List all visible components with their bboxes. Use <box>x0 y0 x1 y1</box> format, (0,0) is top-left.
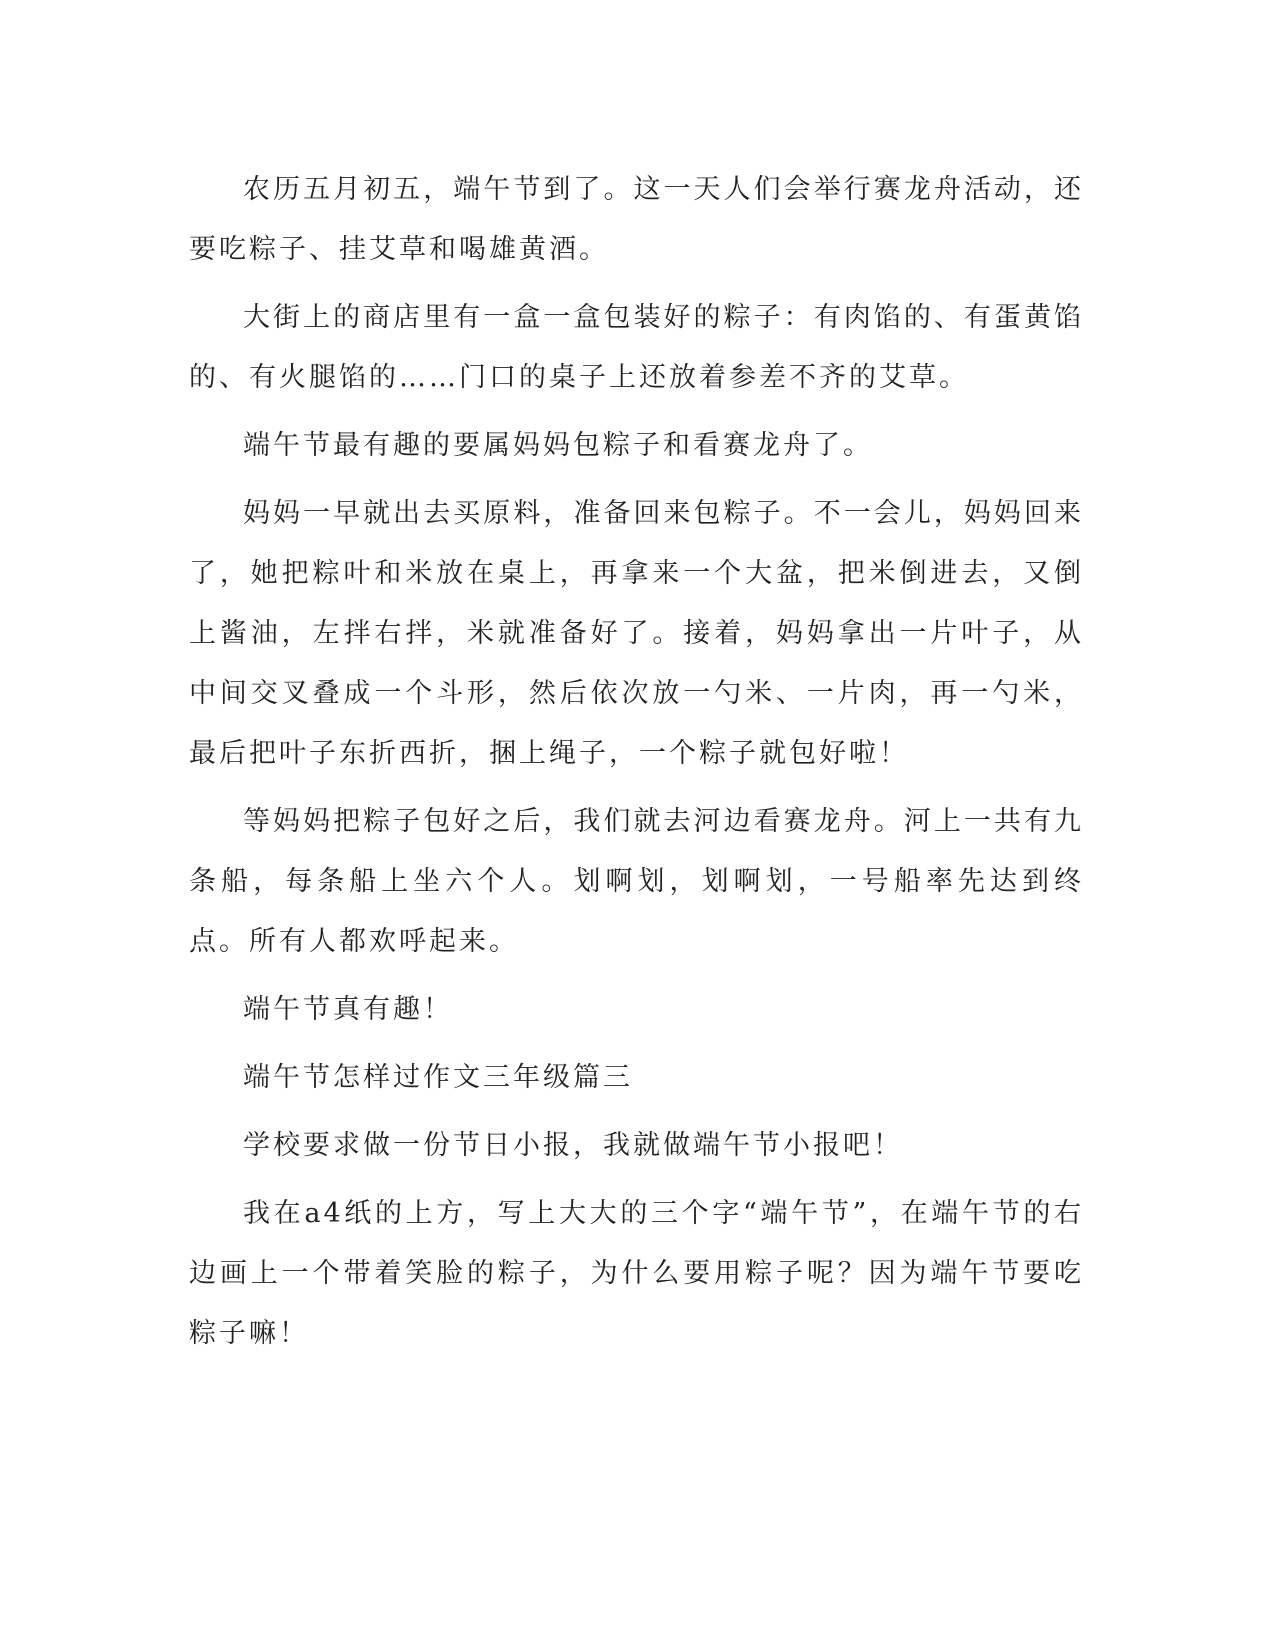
paragraph-6: 端午节真有趣！ <box>243 994 453 1025</box>
paragraph-4: 妈妈一早就出去买原料，准备回来包粽子。不一会儿，妈妈回来了，她把粽叶和米放在桌上，再拿来一个大盆，把米倒进去，又倒上酱油，左拌右拌，米就准备好了。接着，妈妈拿出一片叶子，从中间交叉叠成一个斗形，然后依次放一勺米、一片肉，再一勺米，最后把叶子东折西折，捆上绳子，一个粽子就包好啦！ <box>189 498 1084 769</box>
section-heading: 端午节怎样过作文三年级篇三 <box>243 1062 633 1093</box>
document-body <box>189 160 1084 1372</box>
paragraph-5: 等妈妈把粽子包好之后，我们就去河边看赛龙舟。河上一共有九条船，每条船上坐六个人。划啊划，划啊划，一号船率先达到终点。所有人都欢呼起来。 <box>189 806 1084 957</box>
paragraph-3: 端午节最有趣的要属妈妈包粽子和看赛龙舟了。 <box>243 430 873 461</box>
paragraph-2: 大街上的商店里有一盒一盒包装好的粽子：有肉馅的、有蛋黄馅的、有火腿馅的……门口的桌子上还放着参差不齐的艾草。 <box>189 302 1084 393</box>
paragraph-1: 农历五月初五，端午节到了。这一天人们会举行赛龙舟活动，还要吃粽子、挂艾草和喝雄黄酒。 <box>189 174 1084 265</box>
paragraph-9: 我在a4纸的上方，写上大大的三个字“端午节”，在端午节的右边画上一个带着笑脸的粽子，为什么要用粽子呢？因为端午节要吃粽子嘛！ <box>189 1198 1084 1349</box>
paragraph-8: 学校要求做一份节日小报，我就做端午节小报吧！ <box>243 1130 903 1161</box>
